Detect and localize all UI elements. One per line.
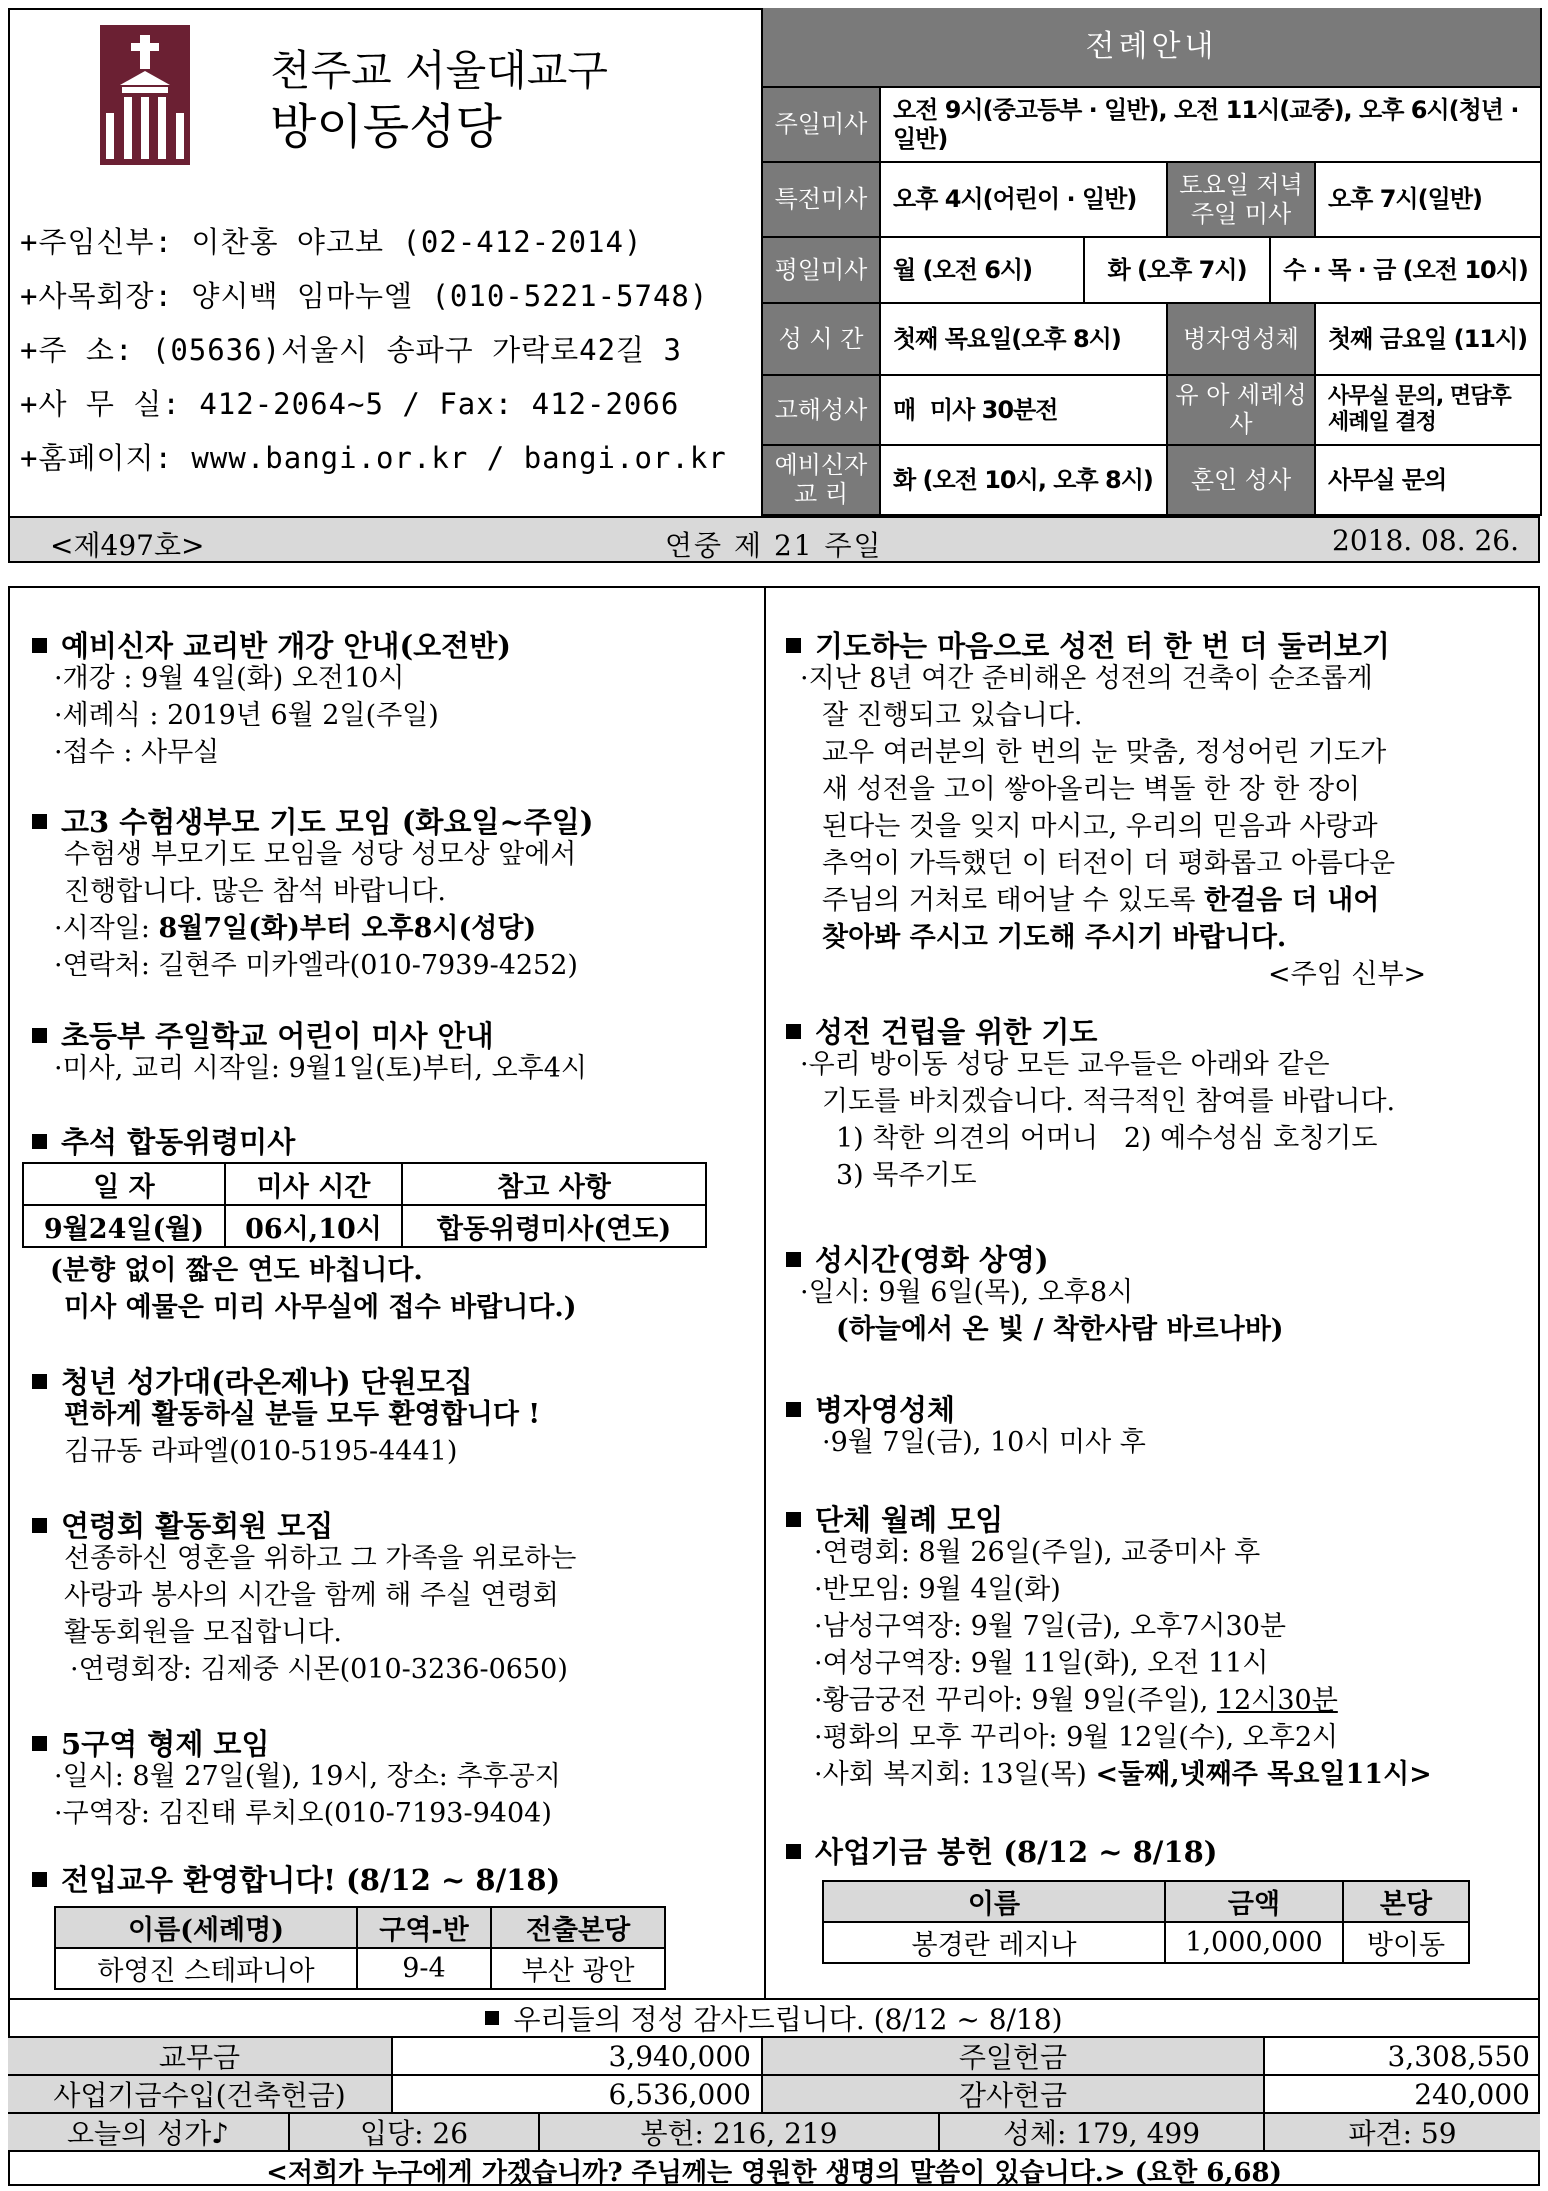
section-sick-communion-title: 병자영성체 [786, 1388, 955, 1429]
bullet-square-icon [32, 1134, 47, 1149]
youth-choir-contact: 김규동 라파엘(010-5195-4441) [64, 1436, 458, 1467]
site-prayer-line2: 잘 진행되고 있습니다. [822, 700, 1083, 731]
fund-offering-table [822, 1880, 1470, 1964]
saturday-evening-value: 오후 7시(일반) [1316, 163, 1542, 238]
meeting-item: ·황금궁전 꾸리아: 9월 9일(주일), 12시30분 [814, 1685, 1338, 1716]
bullet-square-icon [32, 814, 47, 829]
sunday-collection-amount: 3,308,550 [1265, 2038, 1540, 2076]
pastor-line: +주임신부: 이찬홍 야고보 (02-412-2014) [20, 225, 643, 259]
bullet-square-icon [32, 638, 47, 653]
meeting-item: ·남성구역장: 9월 7일(금), 오후7시30분 [814, 1611, 1286, 1642]
fund-header-parish: 본당 [1343, 1881, 1469, 1922]
yeonryeong-line1: 선종하신 영혼을 위하고 그 가족을 위로하는 [64, 1543, 577, 1574]
sunday-collection-label: 주일헌금 [763, 2038, 1265, 2076]
church-logo-icon [100, 25, 190, 165]
site-prayer-line5: 된다는 것을 잊지 마시고, 우리의 믿음과 사랑과 [822, 811, 1378, 842]
weekday-mass-label: 평일미사 [763, 238, 881, 304]
meeting-item: ·사회 복지회: 13일(목) <둘째,넷째주 목요일11시> [814, 1759, 1432, 1790]
meeting-item: ·평화의 모후 꾸리아: 9월 12일(수), 오후2시 [814, 1722, 1339, 1753]
bullet-square-icon [32, 1872, 47, 1887]
hymn-communion: 성체: 179, 499 [940, 2114, 1265, 2152]
newcomer-name: 하영진 스테파니아 [55, 1948, 357, 1989]
district5-schedule: ·일시: 8월 27일(월), 19시, 장소: 추후공지 [54, 1761, 561, 1792]
section-fund-offering-title: 사업기금 봉헌 (8/12 ~ 8/18) [786, 1830, 1217, 1871]
council-line: +사목회장: 양시백 임마누엘 (010-5221-5748) [20, 279, 709, 313]
fund-donor-name: 봉경란 레지나 [823, 1922, 1165, 1963]
address-line: +주 소: (05636)서울시 송파구 가락로42길 3 [20, 333, 682, 367]
infant-baptism-value: 사무실 문의, 면담후 세례일 결정 [1316, 376, 1542, 446]
anticipated-mass-value: 오후 4시(어린이 · 일반) [881, 163, 1168, 238]
hymn-label: 오늘의 성가♪ [8, 2114, 290, 2152]
fund-parish: 방이동 [1343, 1922, 1469, 1963]
newcomers-header-district: 구역-반 [357, 1907, 491, 1948]
parish-name-line2: 방이동성당 [270, 99, 502, 155]
catechumen-baptism: ·세례식 : 2019년 6월 2일(주일) [54, 700, 439, 731]
site-prayer-line4: 새 성전을 고이 쌓아올리는 벽돌 한 장 한 장이 [822, 774, 1361, 805]
newcomers-header-name: 이름(세례명) [55, 1907, 357, 1948]
sick-communion-label: 병자영성체 [1168, 304, 1316, 376]
meeting-item: ·반모임: 9월 4일(화) [814, 1574, 1061, 1605]
anticipated-mass-label: 특전미사 [763, 163, 881, 238]
issue-date: 2018. 08. 26. [1332, 524, 1520, 557]
exam-parents-line2: 진행합니다. 많은 참석 바랍니다. [64, 876, 446, 907]
confession-label: 고해성사 [763, 376, 881, 446]
meeting-item: ·여성구역장: 9월 11일(화), 오전 11시 [814, 1648, 1269, 1679]
district5-leader: ·구역장: 김진태 루치오(010-7193-9404) [54, 1798, 552, 1829]
newcomers-table [54, 1906, 666, 1990]
memorial-note-line2: 미사 예물은 미리 사무실에 접수 바랍니다.) [64, 1292, 577, 1323]
site-prayer-line3: 교우 여러분의 한 번의 눈 맞춤, 정성어린 기도가 [822, 737, 1387, 768]
memorial-header-date: 일 자 [23, 1163, 225, 1205]
yeonryeong-contact: ·연령회장: 김제중 시몬(010-3236-0650) [70, 1654, 568, 1685]
sick-communion-value: 첫째 금요일 (11시) [1316, 304, 1542, 376]
liturgy-title: 전례안내 [763, 8, 1542, 88]
hymn-offertory: 봉헌: 216, 219 [540, 2114, 940, 2152]
section-yeonryeong-title: 연령회 활동회원 모집 [32, 1504, 333, 1545]
building-prayer-line2: 기도를 바치겠습니다. 적극적인 참여를 바랍니다. [822, 1086, 1396, 1117]
newcomers-header-parish: 전출본당 [491, 1907, 665, 1948]
sunday-mass-label: 주일미사 [763, 88, 881, 163]
column-divider [764, 586, 766, 1998]
bullet-square-icon [786, 1844, 801, 1859]
section-building-prayer-title: 성전 건립을 위한 기도 [786, 1010, 1097, 1051]
fund-header-name: 이름 [823, 1881, 1165, 1922]
bullet-square-icon [786, 638, 801, 653]
meeting-item: ·연령회: 8월 26일(주일), 교중미사 후 [814, 1537, 1261, 1568]
section-district5-title: 5구역 형제 모임 [32, 1722, 269, 1763]
memorial-time: 06시,10시 [225, 1205, 402, 1247]
site-prayer-line6: 추억이 가득했던 이 터전이 더 평화롭고 아름다운 [822, 848, 1396, 879]
homepage-line: +홈페이지: www.bangi.or.kr / bangi.or.kr [20, 441, 727, 475]
building-prayer-list2: 3) 묵주기도 [836, 1160, 977, 1191]
catechumen-registration: ·접수 : 사무실 [54, 737, 220, 768]
exam-parents-contact: ·연락처: 길현주 미카엘라(010-7939-4252) [54, 950, 578, 981]
holy-hour-label: 성 시 간 [763, 304, 881, 376]
section-newcomers-title: 전입교우 환영합니다! (8/12 ~ 8/18) [32, 1858, 560, 1899]
site-prayer-signature: <주임 신부> [1268, 959, 1427, 990]
tithe-label: 교무금 [8, 2038, 393, 2076]
issue-bar [8, 516, 1540, 563]
fund-amount: 1,000,000 [1165, 1922, 1343, 1963]
marriage-value: 사무실 문의 [1316, 446, 1542, 516]
memorial-mass-table [22, 1162, 707, 1248]
building-prayer-list1: 1) 착한 의견의 어머니 2) 예수성심 호칭기도 [836, 1123, 1378, 1154]
sick-communion-date: ·9월 7일(금), 10시 미사 후 [822, 1427, 1146, 1458]
parish-logo [100, 25, 190, 165]
fund-header-amount: 금액 [1165, 1881, 1343, 1922]
marriage-label: 혼인 성사 [1168, 446, 1316, 516]
memorial-header-time: 미사 시간 [225, 1163, 402, 1205]
saturday-evening-label: 토요일 저녁 주일 미사 [1168, 163, 1316, 238]
catechumen-start: ·개강 : 9월 4일(화) 오전10시 [54, 663, 405, 694]
memorial-note-line1: (분향 없이 짧은 연도 바칩니다. [50, 1255, 423, 1286]
catechumen-label: 예비신자 교 리 [763, 446, 881, 516]
yeonryeong-line3: 활동회원을 모집합니다. [64, 1617, 342, 1648]
bullet-square-icon [32, 1374, 47, 1389]
holy-hour-date: ·일시: 9월 6일(목), 오후8시 [800, 1277, 1134, 1308]
bullet-square-icon [485, 2011, 499, 2025]
weekday-tue: 화 (오후 7시) [1085, 238, 1271, 304]
tithe-amount: 3,940,000 [393, 2038, 763, 2076]
yeonryeong-line2: 사랑과 봉사의 시간을 함께 해 주실 연령회 [64, 1580, 559, 1611]
exam-parents-line1: 수험생 부모기도 모임을 성당 성모상 앞에서 [64, 839, 577, 870]
thanksgiving-label: 감사헌금 [763, 2076, 1265, 2114]
exam-parents-start: ·시작일: 8월7일(화)부터 오후8시(성당) [54, 913, 537, 944]
bullet-square-icon [32, 1028, 47, 1043]
memorial-header-note: 참고 사항 [402, 1163, 706, 1205]
liturgy-table [761, 8, 1540, 516]
liturgical-sunday: 연중 제 21 주일 [665, 529, 883, 562]
newcomer-district: 9-4 [357, 1948, 491, 1989]
newcomer-parish: 부산 광안 [491, 1948, 665, 1989]
sunday-mass-value: 오전 9시(중고등부 · 일반), 오전 11시(교중), 오후 6시(청년 · 일반) [881, 88, 1542, 163]
thanksgiving-amount: 240,000 [1265, 2076, 1540, 2114]
section-catechumen-title: 예비신자 교리반 개강 안내(오전반) [32, 624, 511, 665]
weekday-mon: 월 (오전 6시) [881, 238, 1085, 304]
site-prayer-line1: ·지난 8년 여간 준비해온 성전의 건축이 순조롭게 [800, 663, 1373, 694]
bullet-square-icon [786, 1402, 801, 1417]
memorial-note: 합동위령미사(연도) [402, 1205, 706, 1247]
building-prayer-line1: ·우리 방이동 성당 모든 교우들은 아래와 같은 [800, 1049, 1330, 1080]
children-mass-start: ·미사, 교리 시작일: 9월1일(토)부터, 오후4시 [54, 1053, 588, 1084]
building-fund-label: 사업기금수입(건축헌금) [8, 2076, 393, 2114]
bullet-square-icon [786, 1512, 801, 1527]
section-site-prayer-title: 기도하는 마음으로 성전 터 한 번 더 둘러보기 [786, 624, 1390, 665]
confession-value: 매 미사 30분전 [881, 376, 1168, 446]
offerings-table [8, 1998, 1540, 2186]
weekday-wed-fri: 수 · 목 · 금 (오전 10시) [1271, 238, 1542, 304]
bullet-square-icon [32, 1518, 47, 1533]
catechumen-value: 화 (오전 10시, 오후 8시) [881, 446, 1168, 516]
parish-name-line1: 천주교 서울대교구 [270, 46, 608, 95]
site-prayer-line7: 주님의 거처로 태어날 수 있도록 한걸음 더 내어 [822, 885, 1380, 916]
gospel-verse: <저희가 누구에게 가겠습니까? 주님께는 영원한 생명의 말씀이 있습니다.> (요한 6,68) [266, 2157, 1282, 2188]
memorial-date: 9월24일(월) [23, 1205, 225, 1247]
section-exam-parents-title: 고3 수험생부모 기도 모임 (화요일~주일) [32, 800, 594, 841]
holy-hour-films: (하늘에서 온 빛 / 착한사람 바르나바) [836, 1314, 1284, 1345]
section-children-mass-title: 초등부 주일학교 어린이 미사 안내 [32, 1014, 494, 1055]
offerings-title: 우리들의 정성 감사드립니다. (8/12 ~ 8/18) [8, 2000, 1540, 2038]
bullet-square-icon [32, 1736, 47, 1751]
section-memorial-mass-title: 추석 합동위령미사 [32, 1120, 295, 1161]
bullet-square-icon [786, 1252, 801, 1267]
hymn-dismissal: 파견: 59 [1265, 2114, 1540, 2152]
issue-number: <제497호> [50, 529, 205, 562]
youth-choir-welcome: 편하게 활동하실 분들 모두 환영합니다 ! [64, 1399, 541, 1430]
infant-baptism-label: 유 아 세례성사 [1168, 376, 1316, 446]
hymn-entrance: 입당: 26 [290, 2114, 540, 2152]
bullet-square-icon [786, 1024, 801, 1039]
section-youth-choir-title: 청년 성가대(라온제나) 단원모집 [32, 1360, 473, 1401]
office-line: +사 무 실: 412-2064~5 / Fax: 412-2066 [20, 387, 680, 421]
holy-hour-value: 첫째 목요일(오후 8시) [881, 304, 1168, 376]
section-monthly-meetings-title: 단체 월례 모임 [786, 1498, 1003, 1539]
section-holy-hour-title: 성시간(영화 상영) [786, 1238, 1049, 1279]
building-fund-amount: 6,536,000 [393, 2076, 763, 2114]
site-prayer-line8: 찾아봐 주시고 기도해 주시기 바랍니다. [822, 922, 1287, 953]
